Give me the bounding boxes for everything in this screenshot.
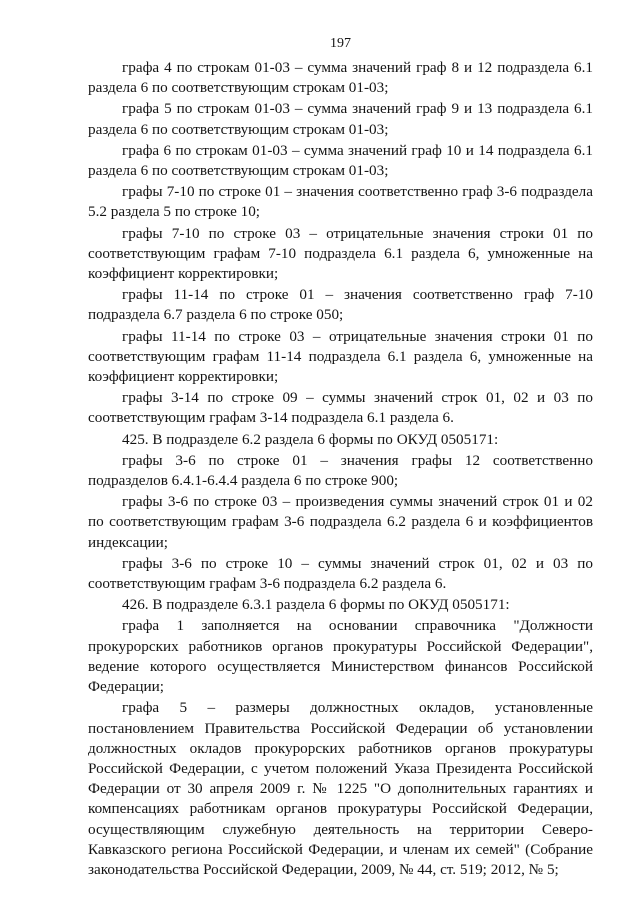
paragraph: графы 7-10 по строке 01 – значения соответственно граф 3-6 подраздела 5.2 раздела 5 по строке 10; bbox=[88, 183, 593, 221]
paragraph: графа 5 по строкам 01-03 – сумма значений граф 9 и 13 подраздела 6.1 раздела 6 по соответствующим строкам 01-03; bbox=[88, 100, 593, 138]
paragraph: графа 1 заполняется на основании справочника "Должности прокурорских работников органов прокуратуры Российской Федерации", ведение которого осуществляется Министерством финансов Российской Федерации; bbox=[88, 617, 593, 696]
paragraph: графы 11-14 по строке 01 – значения соответственно граф 7-10 подраздела 6.7 раздела 6 по строке 050; bbox=[88, 286, 593, 324]
paragraph: графы 3-14 по строке 09 – суммы значений строк 01, 02 и 03 по соответствующим графам 3-14 подраздела 6.1 раздела 6. bbox=[88, 389, 593, 427]
page-number: 197 bbox=[330, 36, 351, 51]
paragraph: графы 3-6 по строке 03 – произведения суммы значений строк 01 и 02 по соответствующим графам 3-6 подраздела 6.2 раздела 6 и коэффициентов индексации; bbox=[88, 493, 593, 551]
paragraph: графы 3-6 по строке 01 – значения графы 12 соответственно подразделов 6.4.1-6.4.4 раздела 6 по строке 900; bbox=[88, 451, 593, 490]
document-body bbox=[88, 58, 593, 880]
paragraph: графа 6 по строкам 01-03 – сумма значений граф 10 и 14 подраздела 6.1 раздела 6 по соответствующим строкам 01-03; bbox=[88, 141, 593, 180]
paragraph: графы 3-6 по строке 10 – суммы значений строк 01, 02 и 03 по соответствующим графам 3-6 подраздела 6.2 раздела 6. bbox=[88, 554, 593, 593]
paragraph: графы 7-10 по строке 03 – отрицательные значения строки 01 по соответствующим графам 7-10 подраздела 6.1 раздела 6, умноженные на коэффициент корректировки; bbox=[88, 224, 593, 283]
paragraph: графы 11-14 по строке 03 – отрицательные значения строки 01 по соответствующим графам 11-14 подраздела 6.1 раздела 6, умноженные на коэффициент корректировки; bbox=[88, 327, 593, 386]
section-heading: 425. В подразделе 6.2 раздела 6 формы по ОКУД 0505171: bbox=[122, 430, 499, 448]
paragraph: графа 5 – размеры должностных окладов, установленные постановлением Правительства Российской Федерации об установлении должностных окладов прокурорских работников органов прокуратуры Российской Федерации, с учетом положений Указа Президента Российской Федерации от 30 апреля 2009 г. № 1225 "О дополнительных гарантиях и компенсациях работникам органов прокуратуры Российской Федерации, осуществляющим служебную деятельность на территории Северо-Кавказского региона Российской Федерации, и членам их семей" (Собрание законодательства Российской Федерации, 2009, № 44, ст. 519; 2012, № 5; bbox=[88, 699, 593, 878]
section-heading: 426. В подразделе 6.3.1 раздела 6 формы по ОКУД 0505171: bbox=[122, 596, 510, 614]
paragraph: графа 4 по строкам 01-03 – сумма значений граф 8 и 12 подраздела 6.1 раздела 6 по соответствующим строкам 01-03; bbox=[88, 59, 593, 97]
